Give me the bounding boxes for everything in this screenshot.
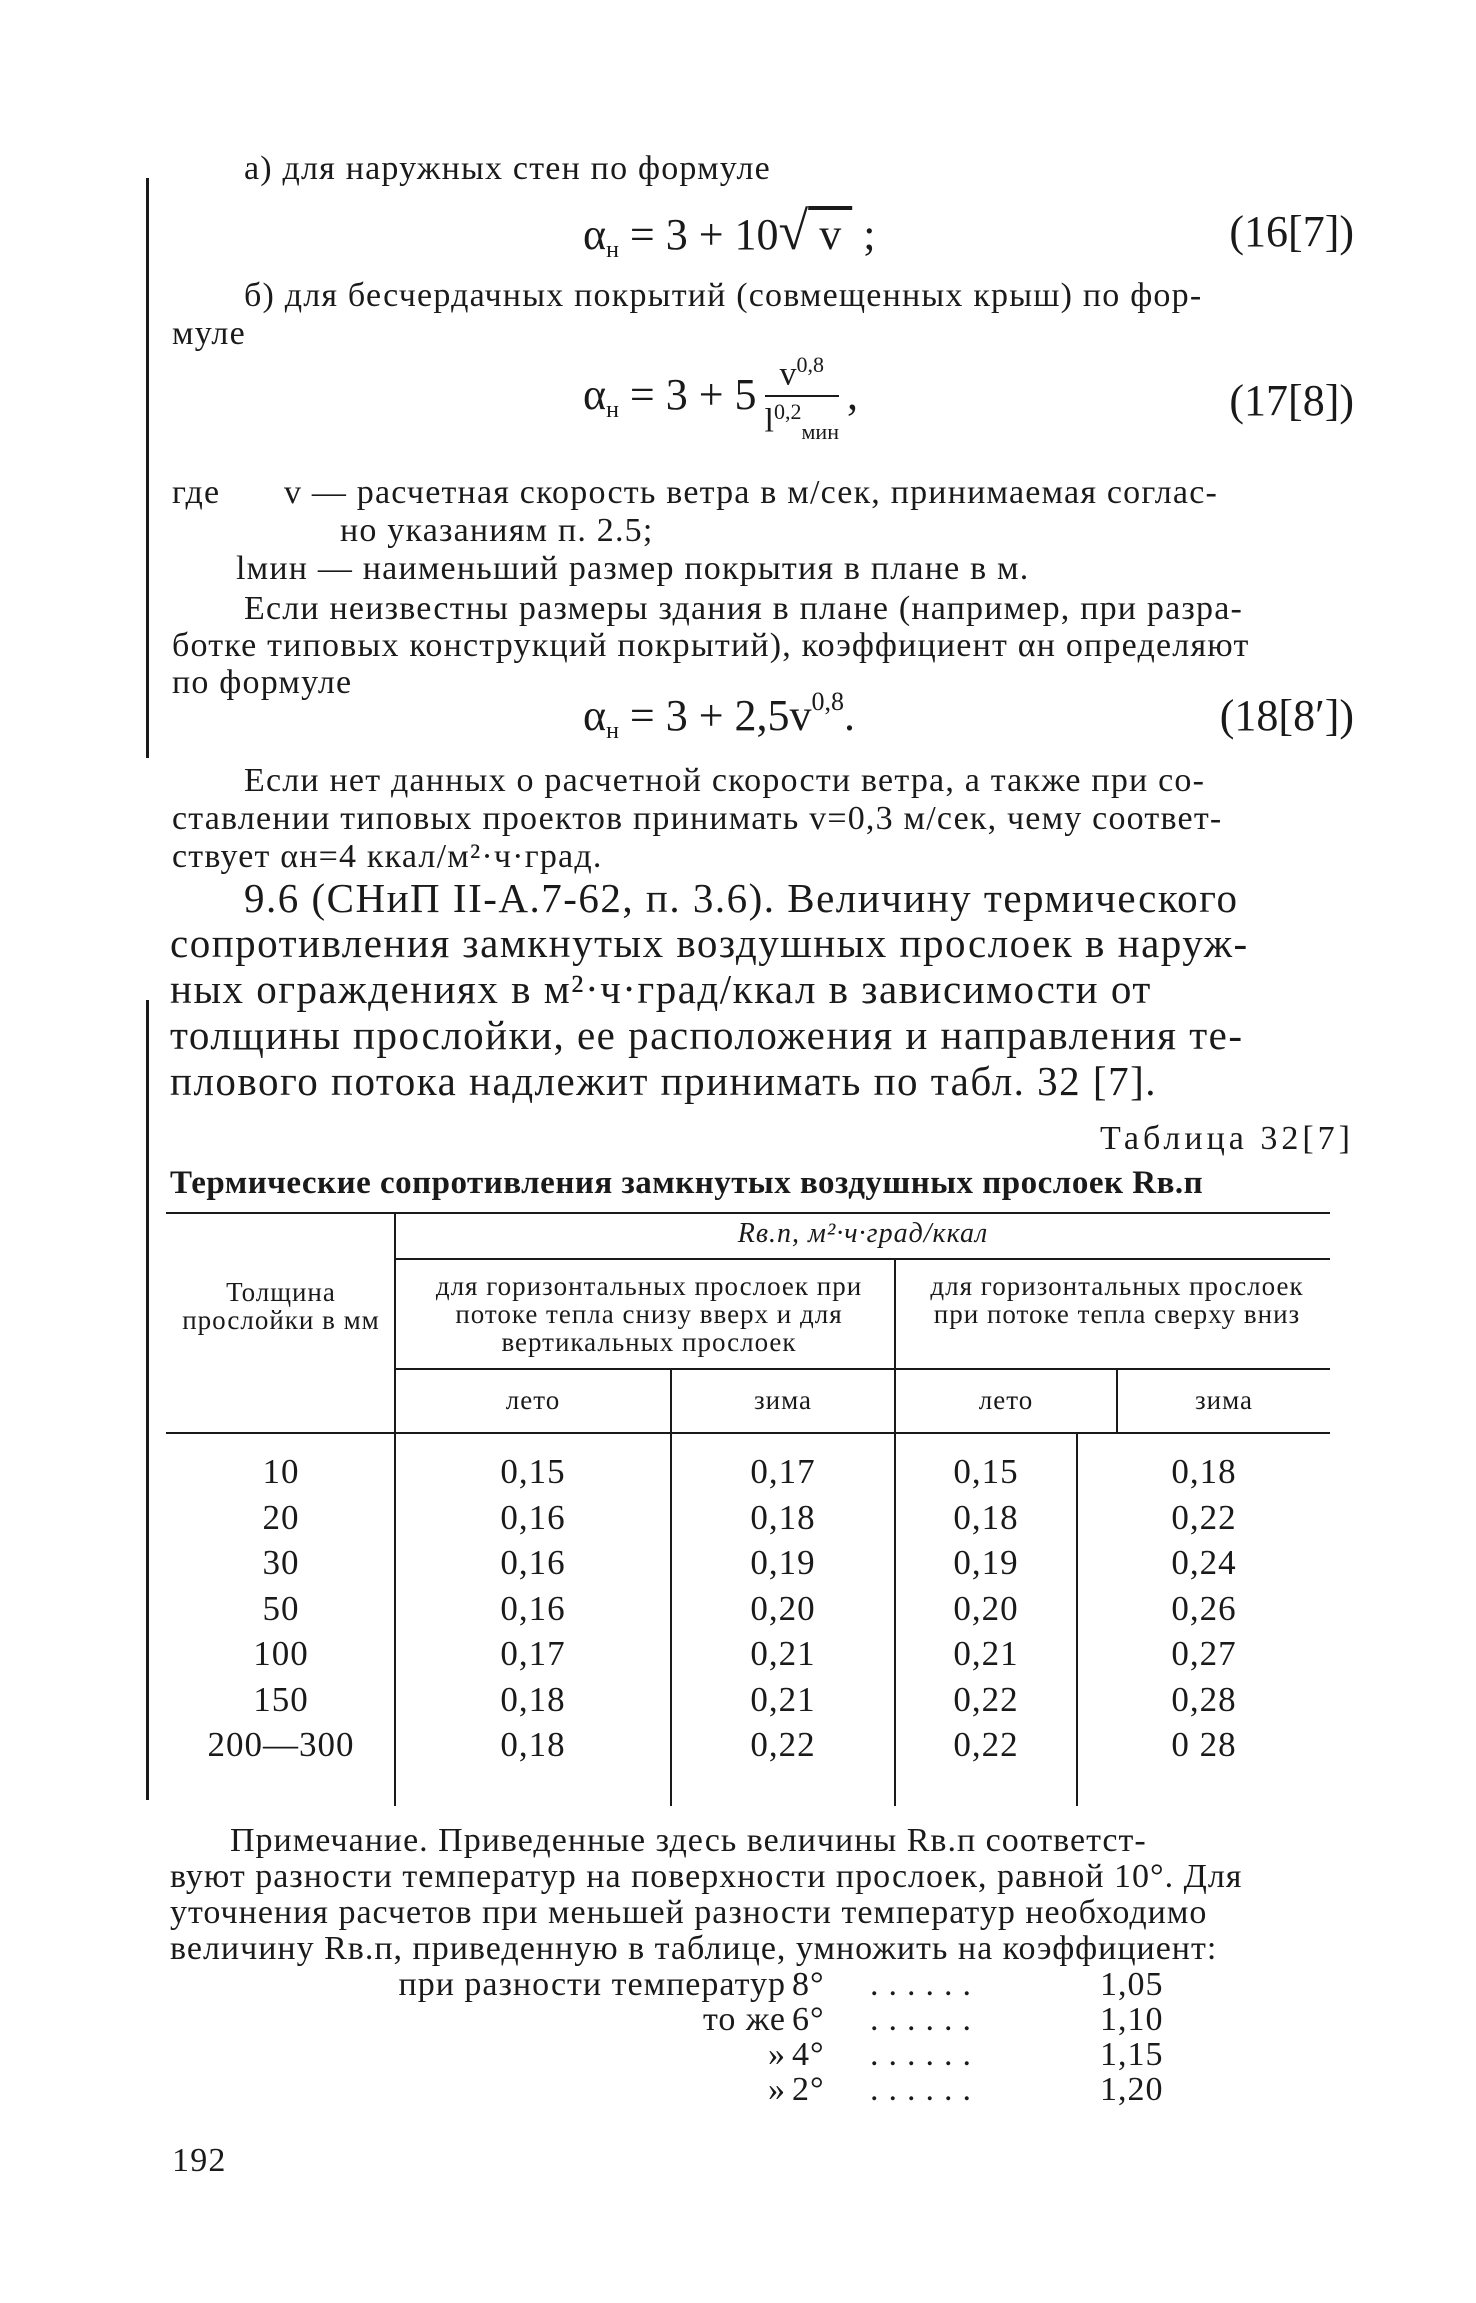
header-group-upward: для горизонтальных прослоек при потоке тепла снизу вверх и для вертикальных прослоек (435, 1271, 863, 1357)
resistance-cell: 0,17 (500, 1634, 566, 1673)
leader-dots: ...... (870, 2071, 981, 2108)
page-number: 192 (172, 2142, 227, 2179)
text-line: б) для бесчердачных покрытий (совмещенных крыш) по фор- (244, 277, 1203, 314)
text-line: но указаниям п. 2.5; (340, 512, 654, 549)
text-line: муле (172, 315, 246, 352)
text-line: lмин — наименьший размер покрытия в плане в м. (236, 550, 1030, 587)
margin-bar (146, 1000, 149, 1800)
resistance-cell: 0,26 (1171, 1588, 1237, 1628)
resistance-cell: 0,19 (953, 1543, 1019, 1582)
text-line: ствует αн=4 ккал/м²·ч·град. (172, 838, 603, 875)
table-rule (166, 1212, 1330, 1214)
equation-number: (16[7]) (1229, 207, 1354, 256)
thickness-cell: 100 (253, 1634, 309, 1673)
resistance-cell: 0,19 (750, 1543, 816, 1582)
coef-label: » (768, 2071, 786, 2108)
resistance-cell: 0,22 (750, 1725, 816, 1764)
section-line: ных ограждениях в м²·ч·град/ккал в зависимости от (170, 966, 1152, 1012)
section-line: плового потока надлежит принимать по табл. 32 [7]. (170, 1058, 1157, 1104)
section-line: толщины прослойки, ее расположения и направления те- (170, 1012, 1244, 1058)
header-units: Rв.п, м²·ч·град/ккал (737, 1218, 989, 1249)
formula-16: αн = 3 + 10√ v ; (583, 201, 876, 263)
note-line: вуют разности температур на поверхности прослоек, равной 10°. Для (170, 1858, 1243, 1895)
resistance-cell: 0,18 (500, 1725, 566, 1764)
text-line: v — расчетная скорость ветра в м/сек, принимаемая соглас- (284, 474, 1219, 511)
table-rule (396, 1368, 1330, 1370)
table-title: Термические сопротивления замкнутых воздушных прослоек Rв.п (170, 1165, 1204, 1201)
note-line: уточнения расчетов при меньшей разности температур необходимо (170, 1894, 1208, 1931)
text-line: а) для наружных стен по формуле (244, 150, 771, 187)
resistance-cell: 0,18 (953, 1497, 1019, 1537)
text-line: ставлении типовых проектов принимать v=0,3 м/сек, чему соответ- (172, 800, 1223, 837)
resistance-cell: 0,15 (953, 1452, 1019, 1491)
coef-value: 1,20 (1100, 2071, 1164, 2108)
equation-number: (18[8′]) (1219, 691, 1354, 740)
resistance-cell: 0,22 (953, 1725, 1019, 1764)
resistance-cell: 0,17 (750, 1452, 816, 1491)
header-summer: лето (505, 1385, 561, 1415)
section-line: 9.6 (СНиП II-А.7-62, п. 3.6). Величину термического (244, 875, 1239, 921)
text-line: по формуле (172, 664, 353, 701)
coef-label: » (768, 2036, 786, 2073)
resistance-cell: 0,21 (953, 1634, 1019, 1673)
leader-dots: ...... (870, 2001, 981, 2038)
coef-value: 1,05 (1100, 1966, 1164, 2003)
section-line: сопротивления замкнутых воздушных прослоек в наруж- (170, 920, 1249, 966)
header-thickness: Толщина прослойки в мм (182, 1277, 380, 1335)
resistance-cell: 0,21 (750, 1634, 816, 1673)
resistance-cell: 0,21 (750, 1679, 816, 1719)
text-line: ботке типовых конструкций покрытий), коэффициент αн определяют (172, 627, 1250, 664)
equation-number: (17[8]) (1229, 376, 1354, 425)
table-number: Таблица 32[7] (1099, 1120, 1354, 1157)
leader-dots: ...... (870, 2036, 981, 2073)
table-rule (166, 1432, 1330, 1434)
coef-temp: 6° (792, 2001, 825, 2038)
coef-label: при разности температур (398, 1966, 786, 2003)
resistance-cell: 0,28 (1171, 1679, 1237, 1719)
header-group-downward: для горизонтальных прослоек при потоке тепла сверху вниз (930, 1271, 1304, 1329)
table-rule (396, 1258, 1330, 1260)
margin-bar (146, 178, 149, 758)
resistance-cell: 0,20 (750, 1588, 816, 1628)
resistance-cell: 0,16 (500, 1588, 566, 1628)
resistance-cell: 0 28 (1171, 1725, 1237, 1764)
coef-value: 1,15 (1100, 2036, 1164, 2073)
resistance-cell: 0,20 (953, 1588, 1019, 1628)
text-line: где (172, 474, 221, 511)
thickness-cell: 200—300 (207, 1725, 355, 1764)
coef-temp: 4° (792, 2036, 825, 2073)
text-line: Если неизвестны размеры здания в плане (например, при разра- (244, 590, 1244, 627)
resistance-cell: 0,22 (1171, 1497, 1237, 1537)
header-winter: зима (1195, 1385, 1253, 1415)
header-summer: лето (978, 1385, 1034, 1415)
formula-18: $\alpha н = 3 + 2,5v^{0,8}$. (583, 687, 856, 744)
header-winter: зима (754, 1385, 812, 1415)
resistance-cell: 0,18 (750, 1497, 816, 1537)
resistance-cell: 0,22 (953, 1679, 1019, 1719)
formula-17: αн = 3 + 5 $\frac{v^{0,8}}{l^{0,2}_{мин}}$ , (583, 352, 858, 445)
coef-label: то же (702, 2001, 786, 2038)
thickness-cell: 10 (262, 1452, 300, 1491)
resistance-cell: 0,27 (1171, 1634, 1237, 1673)
thickness-cell: 150 (253, 1679, 309, 1719)
thickness-cell: 20 (262, 1497, 300, 1537)
note-line: Примечание. Приведенные здесь величины Rв.п соответст- (230, 1822, 1147, 1859)
resistance-cell: 0,18 (1171, 1452, 1237, 1491)
thickness-cell: 50 (262, 1588, 300, 1628)
resistance-cell: 0,16 (500, 1497, 566, 1537)
resistance-cell: 0,15 (500, 1452, 566, 1491)
thickness-cell: 30 (262, 1543, 300, 1582)
resistance-cell: 0,24 (1171, 1543, 1237, 1582)
leader-dots: ...... (870, 1966, 981, 2003)
coef-value: 1,10 (1100, 2001, 1164, 2038)
resistance-cell: 0,18 (500, 1679, 566, 1719)
coef-temp: 8° (792, 1966, 825, 2003)
note-line: величину Rв.п, приведенную в таблице, умножить на коэффициент: (170, 1930, 1218, 1967)
coef-temp: 2° (792, 2071, 825, 2108)
resistance-cell: 0,16 (500, 1543, 566, 1582)
text-line: Если нет данных о расчетной скорости ветра, а также при со- (244, 762, 1206, 799)
